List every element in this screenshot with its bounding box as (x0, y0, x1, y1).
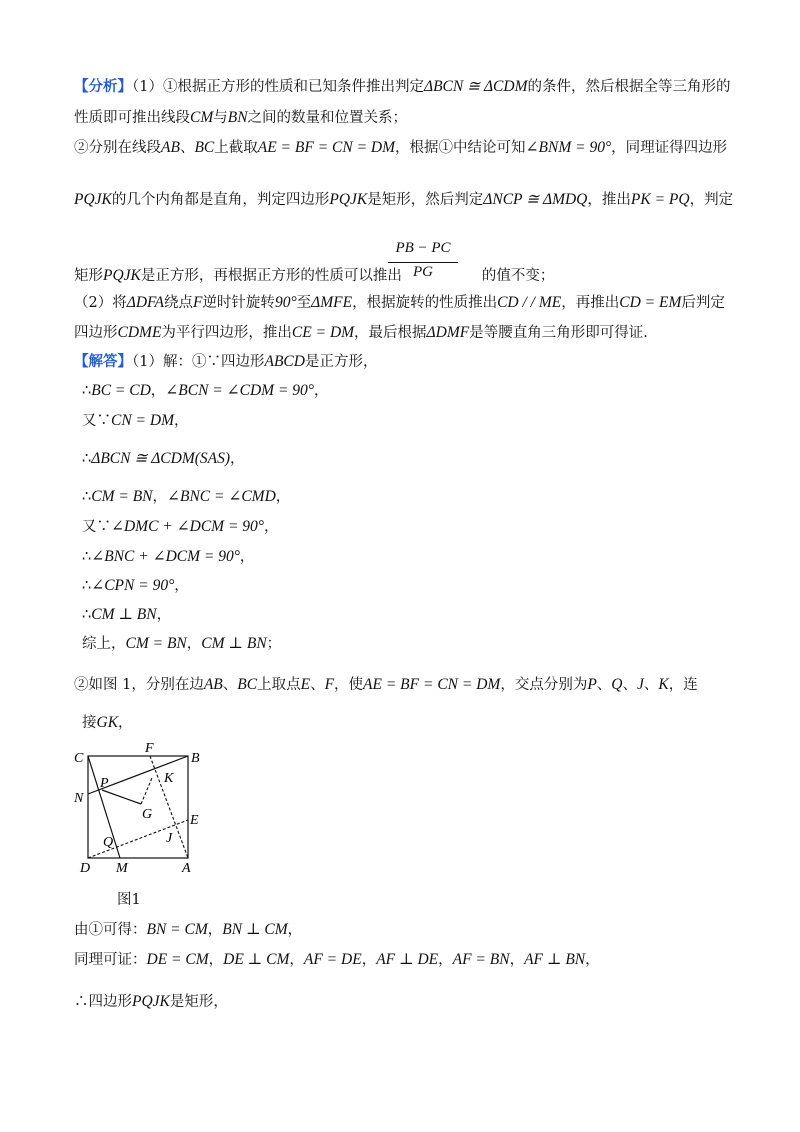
label-b: B (191, 751, 200, 766)
solution-line-13: 由①可得：BN = CM，BN ⊥ CM， (74, 921, 303, 938)
analysis-line-6: （2）将ΔDFA绕点F逆时针旋转90°至ΔMFE，根据旋转的性质推出CD / / ME，再推出CD = EM后判定 (74, 294, 725, 311)
solution-line-6: 又∵∠DMC + ∠DCM = 90°， (82, 518, 279, 535)
solution-line-2: ∴BC = CD，∠BCN = ∠CDM = 90°， (82, 382, 329, 399)
solution-line-3: 又∵CN = DM， (82, 412, 189, 429)
segment-pg (102, 790, 141, 804)
solution-line-7: ∴∠BNC + ∠DCM = 90°， (82, 548, 255, 565)
label-k: K (164, 771, 174, 786)
solution-line-12: 接GK， (82, 714, 133, 731)
analysis-line-4: PQJK的几个内角都是直角，判定四边形PQJK是矩形，然后判定ΔNCP ≅ ΔMDQ，推出PK = PQ，判定 (74, 191, 734, 208)
solution-line-5: ∴CM = BN，∠BNC = ∠CMD， (82, 488, 291, 505)
solution-line-4: ∴ΔBCN ≅ ΔCDM(SAS)， (82, 450, 245, 467)
analysis-line-7: 四边形CDME为平行四边形，推出CE = DM，最后根据ΔDMF是等腰直角三角形即可得证. (74, 324, 648, 341)
solution-line-15: ∴四边形PQJK是矩形， (74, 993, 228, 1010)
fraction-bar (388, 262, 458, 263)
geometry-figure-1 (68, 738, 218, 888)
solution-line-11: ②如图 1，分别在边AB、BC上取点E、F，使AE = BF = CN = DM，交点分别为P、Q、J、K，连 (74, 676, 698, 693)
label-g: G (142, 807, 153, 822)
segment-gk (141, 778, 152, 804)
solution-line-14: 同理可证：DE = CM，DE ⊥ CM，AF = DE，AF ⊥ DE，AF = BN，AF ⊥ BN， (74, 951, 600, 968)
label-a: A (182, 861, 191, 876)
solution-line-9: ∴CM ⊥ BN， (82, 606, 172, 623)
label-n: N (74, 791, 84, 806)
solution-line-8: ∴∠CPN = 90°， (82, 577, 189, 594)
label-m: M (116, 861, 128, 876)
label-q: Q (103, 835, 114, 850)
analysis-line-1: 【分析】（1）①根据正方形的性质和已知条件推出判定ΔBCN ≅ ΔCDM的条件，然后根据全等三角形的 (74, 78, 731, 95)
label-f: F (145, 741, 154, 756)
label-e: E (190, 813, 199, 828)
analysis-tag: 【分析】 (74, 78, 132, 95)
analysis-line-2: 性质即可推出线段CM与BN之间的数量和位置关系； (74, 109, 408, 126)
figure-caption: 图1 (117, 892, 141, 908)
label-d: D (80, 861, 91, 876)
solution-line-1: 【解答】（1）解：①∵四边形ABCD是正方形， (74, 353, 378, 370)
label-j: J (166, 831, 173, 846)
analysis-line-5: 矩形PQJK是正方形，再根据正方形的性质可以推出 的值不变； (74, 267, 555, 284)
solution-tag: 【解答】 (74, 353, 132, 370)
solution-line-10: 综上，CM = BN，CM ⊥ BN； (82, 635, 282, 652)
label-p: P (100, 776, 109, 791)
analysis-line-3: ②分别在线段AB、BC上截取AE = BF = CN = DM，根据①中结论可知∠BNM = 90°，同理证得四边形 (74, 139, 728, 156)
label-c: C (74, 751, 84, 766)
